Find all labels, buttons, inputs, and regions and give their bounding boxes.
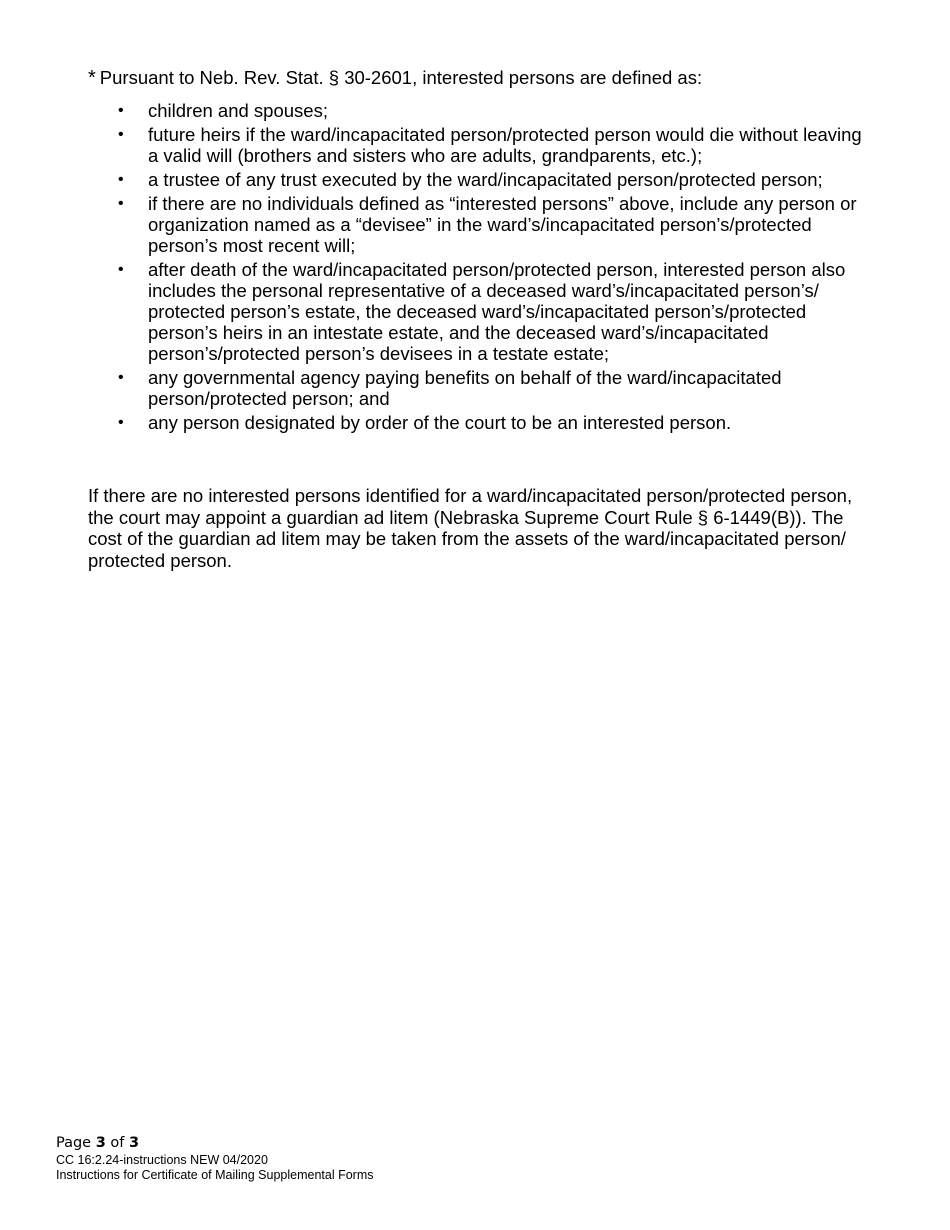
asterisk-marker: * <box>88 67 96 89</box>
form-code: CC 16:2.24-instructions NEW 04/2020 <box>56 1153 268 1167</box>
list-item-text: future heirs if the ward/incapacitated person/protected person would die without leaving a valid will (brothers and sisters who are adults, grandparents, etc.); <box>148 124 862 166</box>
bullet-icon: • <box>118 369 124 386</box>
page-word: Page <box>56 1135 92 1151</box>
list-item-text: any governmental agency paying benefits on behalf of the ward/incapacitated person/protected person; and <box>148 367 782 409</box>
interested-persons-list <box>118 100 868 436</box>
list-item-text: after death of the ward/incapacitated person/protected person, interested person also includes the personal representative of a deceased ward’s/incapacitated person’s/ protected person’s estate, the deceased ward’s/incapacitated person’s/protected person’s heirs in an intestate estate, and the deceased ward’s/incapacitated person’s/protected person’s devisees in a testate estate; <box>148 259 846 364</box>
intro-text: Pursuant to Neb. Rev. Stat. § 30-2601, interested persons are defined as: <box>99 67 703 88</box>
list-item <box>118 367 868 409</box>
form-title: Instructions for Certificate of Mailing Supplemental Forms <box>56 1168 374 1182</box>
list-item <box>118 124 868 166</box>
bullet-icon: • <box>118 102 124 119</box>
list-item <box>118 100 868 121</box>
list-item <box>118 193 868 256</box>
list-item-text: children and spouses; <box>148 100 328 121</box>
page-number <box>56 1134 556 1153</box>
page-current: 3 <box>95 1135 106 1151</box>
list-item-text: a trustee of any trust executed by the ward/incapacitated person/protected person; <box>148 169 823 190</box>
bullet-icon: • <box>118 261 124 278</box>
bullet-icon: • <box>118 171 124 188</box>
list-item-text: if there are no individuals defined as “interested persons” above, include any person or organization named as a “devisee” in the ward’s/incapacitated person’s/protected person’s most recent will; <box>148 193 857 256</box>
bullet-icon: • <box>118 126 124 143</box>
bullet-icon: • <box>118 195 124 212</box>
bullet-icon: • <box>118 414 124 431</box>
list-item-text: any person designated by order of the court to be an interested person. <box>148 412 732 433</box>
list-item <box>118 259 868 364</box>
intro-statement <box>88 67 888 89</box>
guardian-ad-litem-paragraph: If there are no interested persons identified for a ward/incapacitated person/protected person, the court may appoint a guardian ad litem (Nebraska Supreme Court Rule § 6-1449(B)). The cost of the guardian ad litem may be taken from the assets of the ward/incapacitated person/ protected person. <box>88 485 853 571</box>
page-footer <box>56 1134 556 1183</box>
page-of-word: of <box>110 1135 125 1151</box>
list-item <box>118 412 868 433</box>
page-total: 3 <box>129 1135 140 1151</box>
list-item <box>118 169 868 190</box>
